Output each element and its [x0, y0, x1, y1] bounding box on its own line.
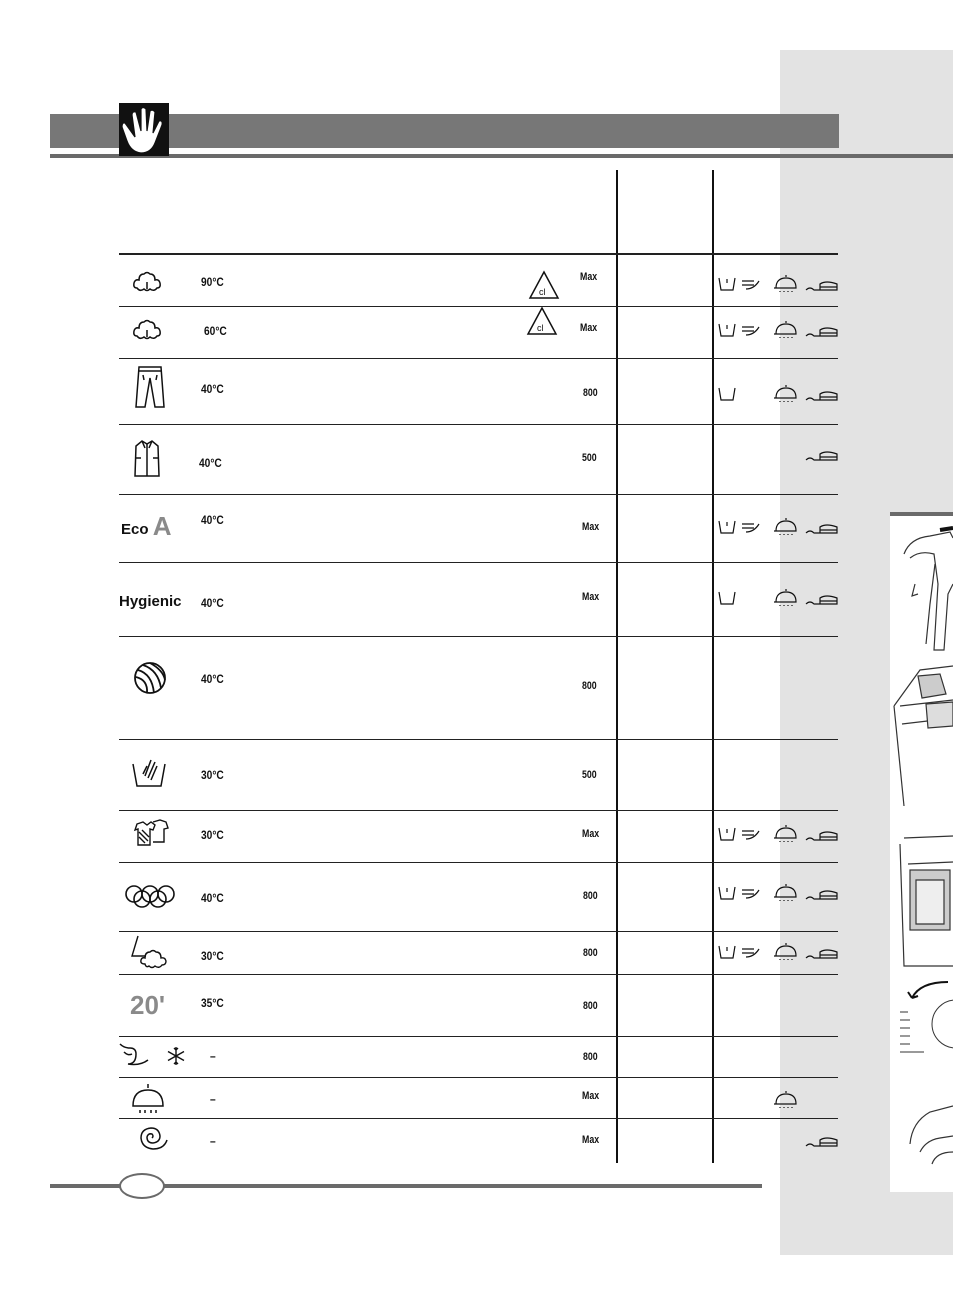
page-number-badge [119, 1173, 165, 1199]
temperature: 90°C [201, 275, 224, 289]
eco-letter: A [152, 511, 172, 541]
spin-speed: 500 [582, 452, 597, 464]
hand-knob-illustration [890, 1092, 953, 1177]
bleach-triangle-icon [526, 306, 558, 341]
care-icons [716, 515, 838, 542]
header-rule [50, 154, 953, 158]
care-icons [716, 272, 838, 299]
dry-icon [774, 275, 796, 292]
temperature: 40°C [201, 891, 224, 905]
spin-speed: Max [582, 828, 600, 840]
row-divider [119, 1036, 838, 1037]
row-divider [119, 562, 838, 563]
temperature: 60°C [204, 324, 227, 338]
row-divider [119, 1077, 838, 1078]
temperature: – [210, 1049, 216, 1063]
row-divider [119, 1118, 838, 1119]
care-icons [716, 382, 838, 409]
row-divider [119, 810, 838, 811]
care-icons [716, 318, 838, 345]
spin-speed: 800 [583, 1051, 598, 1063]
eco-text: Eco [121, 521, 149, 538]
spin-speed: Max [582, 1134, 600, 1146]
row-divider [119, 494, 838, 495]
cotton-icon [132, 270, 162, 301]
spin-speed: Max [582, 521, 600, 533]
shirt-icon [132, 438, 162, 485]
row-divider [119, 358, 838, 359]
mixed-laundry-icon [133, 818, 169, 853]
illustration-rule [890, 512, 953, 516]
spin-speed: Max [580, 322, 598, 334]
delicate-icon [130, 934, 172, 977]
temperature: 30°C [201, 768, 224, 782]
sport-rings-icon [124, 882, 176, 913]
temperature: 40°C [201, 596, 224, 610]
spin-speed: 800 [583, 1000, 598, 1012]
care-icons [716, 940, 838, 967]
spin-speed: 800 [583, 947, 598, 959]
spin-speed: Max [582, 591, 600, 603]
temperature: 40°C [201, 672, 224, 686]
spin-speed: Max [580, 271, 598, 283]
bleach-label: cl [539, 287, 546, 297]
temperature: 40°C [199, 456, 222, 470]
temperature: 35°C [201, 996, 224, 1010]
snowflake-icon [166, 1046, 186, 1071]
care-icons [716, 881, 838, 908]
temperature: 40°C [201, 513, 224, 527]
cotton-icon [132, 318, 162, 349]
spin-speed: 800 [583, 387, 598, 399]
rinse-icon [118, 1040, 158, 1075]
hand-wash-icon [131, 756, 167, 795]
row-divider [119, 739, 838, 740]
row-divider [119, 306, 838, 307]
spin-speed: 500 [582, 769, 597, 781]
program-dial-illustration [890, 978, 953, 1079]
temperature: 40°C [201, 382, 224, 396]
header-divider [119, 253, 838, 255]
care-icons [716, 1088, 838, 1115]
row-divider [119, 862, 838, 863]
spiral-icon [134, 1124, 170, 1157]
drying-icon [130, 1082, 166, 1121]
quick-20-label: 20' [130, 990, 166, 1020]
bleach-triangle-icon [528, 270, 560, 305]
temperature: – [210, 1092, 216, 1106]
washer-drum-illustration [890, 834, 953, 975]
hand-icon [119, 103, 169, 156]
row-divider [119, 424, 838, 425]
care-icons [716, 1128, 838, 1155]
eco-label [121, 510, 171, 541]
hygienic-label: Hygienic [119, 593, 182, 610]
temperature: 30°C [201, 949, 224, 963]
rinse-icon [742, 281, 759, 289]
row-divider [119, 974, 838, 975]
jeans-icon [134, 364, 166, 415]
column-divider [712, 170, 714, 1163]
care-icons [716, 442, 838, 469]
care-icons [716, 822, 838, 849]
care-icons [716, 586, 838, 613]
wool-icon [132, 660, 168, 701]
bleach-label: cl [537, 323, 544, 333]
temperature: 30°C [201, 828, 224, 842]
row-divider [119, 636, 838, 637]
column-divider [616, 170, 618, 1163]
row-divider [119, 931, 838, 932]
spin-speed: 800 [582, 680, 597, 692]
garment-pockets-illustration [890, 524, 953, 659]
iron-icon [806, 282, 837, 290]
washer-open-illustration [890, 664, 953, 815]
temperature: – [210, 1134, 216, 1148]
spin-speed: Max [582, 1090, 600, 1102]
spin-speed: 800 [583, 890, 598, 902]
